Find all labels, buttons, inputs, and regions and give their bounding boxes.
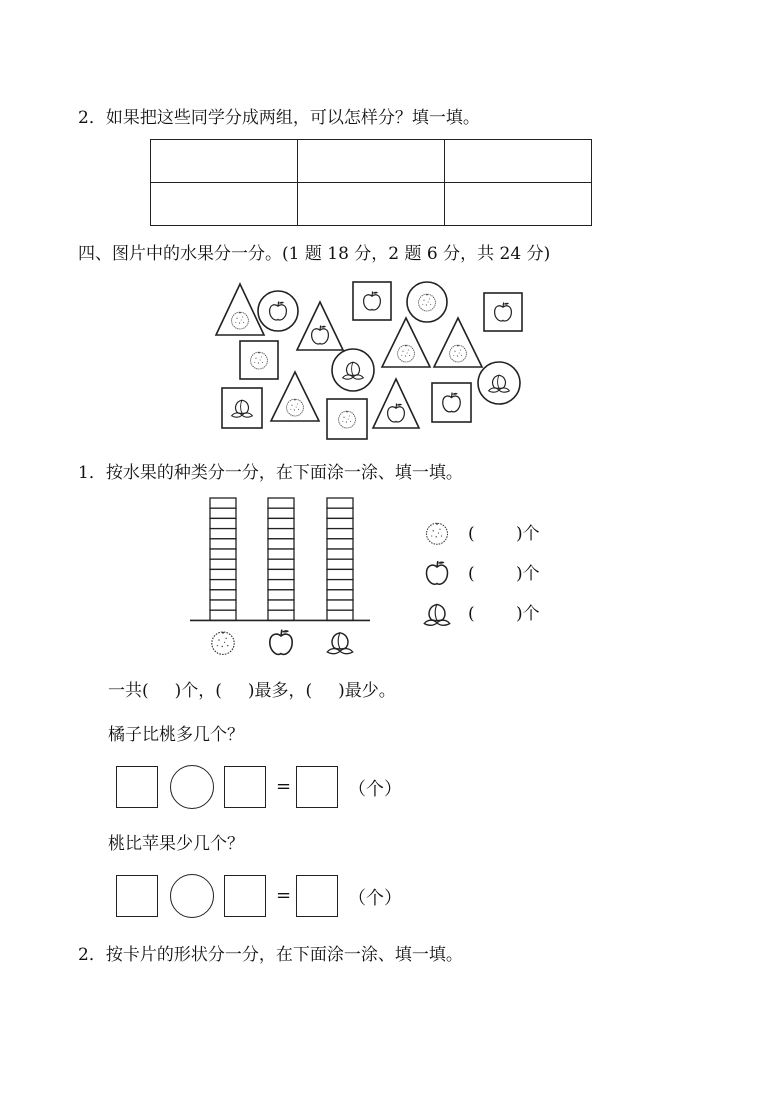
bar-cell-orange[interactable] <box>210 590 236 600</box>
card-square-apple <box>353 282 391 320</box>
bar-cell-peach[interactable] <box>327 600 353 610</box>
section-4-title: 四、图片中的水果分一分。(1 题 18 分，2 题 6 分，共 24 分) <box>78 244 551 264</box>
card-square-peach <box>222 388 262 428</box>
apple-icon <box>270 630 292 655</box>
card-square-apple <box>432 383 471 422</box>
bar-cell-apple[interactable] <box>268 539 294 549</box>
orange-icon <box>422 518 452 548</box>
card-triangle-orange <box>434 318 482 367</box>
number-box[interactable] <box>116 875 158 917</box>
count-unit: )个 <box>516 564 540 584</box>
bar-cell-apple[interactable] <box>268 610 294 620</box>
total-text-3: )最多，( <box>247 681 313 701</box>
orange-icon <box>212 632 234 655</box>
count-row-orange <box>422 518 562 558</box>
count-unit: )个 <box>516 604 540 624</box>
fruit-count-bar-grid <box>190 494 370 669</box>
bar-cell-orange[interactable] <box>210 498 236 508</box>
bar-cell-peach[interactable] <box>327 569 353 579</box>
answer-cell[interactable] <box>298 183 445 226</box>
bar-cell-orange[interactable] <box>210 580 236 590</box>
bar-cell-apple[interactable] <box>268 569 294 579</box>
bar-cell-orange[interactable] <box>210 518 236 528</box>
bar-cell-apple[interactable] <box>268 529 294 539</box>
bar-cell-peach[interactable] <box>327 549 353 559</box>
card-square-apple <box>484 293 522 331</box>
bar-cell-peach[interactable] <box>327 498 353 508</box>
bar-cell-orange[interactable] <box>210 559 236 569</box>
bar-cell-apple[interactable] <box>268 508 294 518</box>
bar-cell-peach[interactable] <box>327 529 353 539</box>
answer-table <box>150 139 592 226</box>
card-circle-orange <box>407 282 447 322</box>
bar-cell-peach[interactable] <box>327 508 353 518</box>
bar-cell-apple[interactable] <box>268 590 294 600</box>
card-square-orange <box>240 341 278 379</box>
bar-cell-peach[interactable] <box>327 610 353 620</box>
bar-cell-orange[interactable] <box>210 539 236 549</box>
result-box[interactable] <box>296 875 338 917</box>
ask-peach-vs-apple: 桃比苹果少几个？ <box>108 834 244 854</box>
card-square-orange <box>327 399 367 439</box>
bar-cell-apple[interactable] <box>268 518 294 528</box>
count-open-paren: ( <box>468 524 475 544</box>
total-line <box>108 680 396 702</box>
bar-cell-orange[interactable] <box>210 549 236 559</box>
equals-sign: = <box>276 885 292 906</box>
bar-cell-apple[interactable] <box>268 498 294 508</box>
card-circle-peach <box>478 362 520 404</box>
equals-sign: = <box>276 776 292 797</box>
number-box[interactable] <box>224 875 266 917</box>
count-blank-peach[interactable] <box>482 600 514 626</box>
total-text-4: )最少。 <box>338 681 396 701</box>
question-1: 1．按水果的种类分一分，在下面涂一涂、填一填。 <box>78 463 463 483</box>
unit-label: （个） <box>348 888 402 909</box>
card-triangle-orange <box>216 284 264 335</box>
answer-cell[interactable] <box>151 140 298 183</box>
count-open-paren: ( <box>468 564 475 584</box>
card-circle-apple <box>258 291 298 331</box>
operator-circle[interactable] <box>170 765 214 809</box>
card-triangle-orange <box>382 318 430 367</box>
count-open-paren: ( <box>468 604 475 624</box>
count-blank-apple[interactable] <box>482 560 514 586</box>
ask-orange-vs-peach: 橘子比桃多几个？ <box>108 725 244 745</box>
count-row-peach <box>422 598 562 638</box>
total-text-1: 一共( <box>108 681 149 701</box>
bar-cell-orange[interactable] <box>210 508 236 518</box>
bar-cell-peach[interactable] <box>327 539 353 549</box>
peach-icon <box>420 598 454 630</box>
bar-cell-orange[interactable] <box>210 569 236 579</box>
count-row-apple <box>422 558 562 598</box>
bar-cell-orange[interactable] <box>210 600 236 610</box>
answer-cell[interactable] <box>445 183 592 226</box>
question-2-bottom: 2．按卡片的形状分一分，在下面涂一涂、填一填。 <box>78 945 463 965</box>
answer-cell[interactable] <box>445 140 592 183</box>
bar-cell-apple[interactable] <box>268 549 294 559</box>
card-triangle-apple <box>297 302 343 350</box>
bar-cell-orange[interactable] <box>210 610 236 620</box>
bar-cell-orange[interactable] <box>210 529 236 539</box>
bar-cell-apple[interactable] <box>268 580 294 590</box>
operator-circle[interactable] <box>170 874 214 918</box>
bar-cell-peach[interactable] <box>327 590 353 600</box>
card-triangle-apple <box>373 379 419 428</box>
total-text-2: )个，( <box>174 681 222 701</box>
card-circle-peach <box>332 349 374 391</box>
question-2-top: 2．如果把这些同学分成两组，可以怎样分？填一填。 <box>78 108 480 128</box>
result-box[interactable] <box>296 766 338 808</box>
bar-cell-peach[interactable] <box>327 559 353 569</box>
answer-cell[interactable] <box>298 140 445 183</box>
bar-cell-peach[interactable] <box>327 518 353 528</box>
bar-cell-apple[interactable] <box>268 559 294 569</box>
bar-cell-peach[interactable] <box>327 580 353 590</box>
count-blank-orange[interactable] <box>482 520 514 546</box>
number-box[interactable] <box>224 766 266 808</box>
fruit-cards-picture <box>210 278 540 443</box>
peach-icon <box>327 633 353 654</box>
number-box[interactable] <box>116 766 158 808</box>
bar-cell-apple[interactable] <box>268 600 294 610</box>
count-unit: )个 <box>516 524 540 544</box>
answer-cell[interactable] <box>151 183 298 226</box>
apple-icon <box>422 558 452 588</box>
count-rows <box>422 518 562 638</box>
unit-label: （个） <box>348 779 402 800</box>
